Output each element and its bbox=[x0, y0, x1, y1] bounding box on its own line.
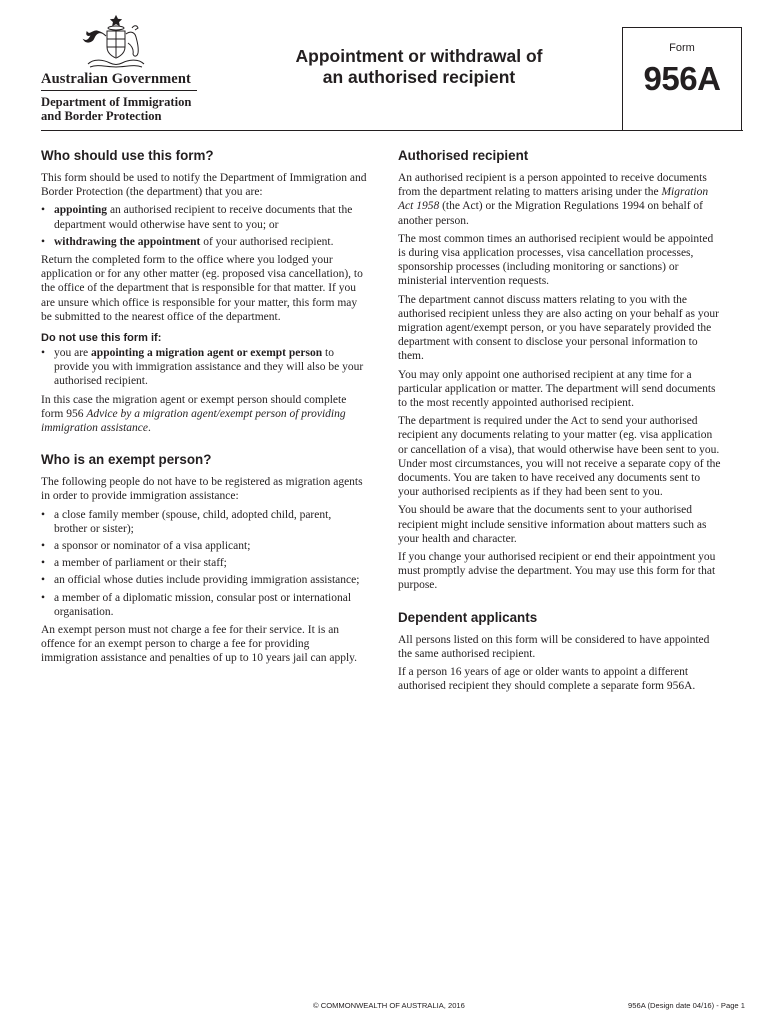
discussion-text: The department cannot discuss matters relating to you with the authorised recipient unless they are also acting on your behalf as your migration agent/exempt person, or you have separately provided the department with consent to disclose your personal information to them. bbox=[398, 293, 719, 363]
list-item bbox=[41, 346, 367, 389]
government-name: Australian Government bbox=[41, 71, 191, 87]
department-name bbox=[41, 95, 191, 123]
in-case-text: In this case the migration agent or exempt person should complete form 956 bbox=[41, 393, 347, 420]
purpose-list bbox=[41, 203, 367, 249]
documents-sent-text: The department is required under the Act to send your authorised recipient any documents relating to your matter (eg. visa application or cancellation of a visa), that would otherwise have been sent to you. Under most circumstances, you will not receive a separate copy of the documents. You are taken to have received any documents sent to your authorised recipients as if they had been sent to you. bbox=[398, 415, 721, 499]
list-item-text: an authorised recipient to receive documents that the department would otherwise have sent to you; or bbox=[54, 204, 353, 231]
definition-text-end: (the Act) or the Migration Regulations 1994 on behalf of another person. bbox=[398, 200, 704, 227]
header-divider bbox=[41, 130, 743, 131]
exempt-person-heading: Who is an exempt person? bbox=[41, 452, 212, 468]
who-should-use-heading: Who should use this form? bbox=[41, 148, 214, 163]
do-not-use-list bbox=[41, 346, 367, 389]
exempt-fee-text: An exempt person must not charge a fee for their service. It is an offence for an exempt person to charge a fee for providing immigration assistance and penalties of up to 10 years jail can apply. bbox=[41, 624, 358, 665]
form-number: 956A bbox=[643, 60, 721, 97]
list-item-text: to provide you with immigration assistance and they will also be your authorised recipient. bbox=[54, 347, 364, 388]
authorised-recipient-heading: Authorised recipient bbox=[398, 148, 529, 163]
list-item bbox=[41, 235, 367, 249]
form-number-box bbox=[622, 27, 742, 131]
list-item: • an official whose duties include providing immigration assistance; bbox=[41, 573, 367, 587]
list-item-text: you are bbox=[54, 347, 92, 360]
change-recipient-text: If you change your authorised recipient or end their appointment you must promptly advise the department. You may use this form for that purpose. bbox=[398, 551, 716, 592]
dependent-applicants-heading: Dependent applicants bbox=[398, 609, 538, 625]
left-column bbox=[41, 147, 367, 670]
common-times-text: The most common times an authorised recipient would be appointed is during visa application processes, visa cancellation processes, sponsorship processes (including monitoring or sanctions) or ministerial intervention requests. bbox=[398, 232, 714, 288]
exempt-intro-text: The following people do not have to be registered as migration agents in order to provide immigration assistance: bbox=[41, 476, 363, 503]
department-name-line-2: and Border Protection bbox=[41, 109, 162, 123]
coat-of-arms-icon bbox=[80, 14, 152, 72]
separate-form-text: If a person 16 years of age or older wants to appoint a different authorised recipient they should complete a separate form 956A. bbox=[398, 666, 696, 693]
form-title bbox=[254, 46, 584, 88]
list-item-bold: withdrawing the appointment bbox=[54, 235, 201, 248]
sensitive-info-text: You should be aware that the documents sent to your authorised recipient might include sensitive information about matters such as your health and character. bbox=[398, 504, 707, 545]
list-item: • a close family member (spouse, child, adopted child, parent, brother or sister); bbox=[41, 508, 367, 536]
in-this-case-text bbox=[41, 393, 367, 436]
form-956-title: Advice by a migration agent/exempt person of providing immigration assistance bbox=[41, 407, 346, 435]
in-case-end: . bbox=[148, 422, 151, 435]
list-item-bold: appointing a migration agent or exempt person bbox=[91, 347, 323, 360]
list-item: • a sponsor or nominator of a visa applicant; bbox=[41, 539, 367, 553]
who-intro-text: This form should be used to notify the Department of Immigration and Border Protection (the department) that you are: bbox=[41, 172, 367, 199]
definition-text: An authorised recipient is a person appointed to receive documents from the department relating to matters arising under the bbox=[398, 172, 707, 199]
list-item-text: of your authorised recipient. bbox=[200, 235, 334, 248]
exempt-list bbox=[41, 508, 367, 619]
migration-act-title: Migration Act 1958 bbox=[398, 186, 709, 213]
one-recipient-text: You may only appoint one authorised recipient at any time for a particular application or matter. The department will send documents to the most recently appointed authorised recipient. bbox=[398, 368, 716, 410]
department-name-line-1: Department of Immigration bbox=[41, 95, 192, 109]
page-info: 956A (Design date 04/16) - Page 1 bbox=[628, 1001, 745, 1010]
form-title-line-2: an authorised recipient bbox=[322, 67, 516, 87]
list-item: • a member of a diplomatic mission, consular post or international organisation. bbox=[41, 591, 367, 619]
authorised-recipient-definition bbox=[398, 171, 722, 228]
list-item-bold: appointing bbox=[54, 204, 108, 217]
dependent-applicants-text: All persons listed on this form will be considered to have appointed the same authorised recipient. bbox=[398, 633, 710, 660]
form-title-line-1: Appointment or withdrawal of bbox=[295, 46, 543, 66]
list-item bbox=[41, 203, 367, 231]
copyright-notice: © COMMONWEALTH OF AUSTRALIA, 2016 bbox=[313, 1001, 465, 1010]
return-instructions: Return the completed form to the office where you lodged your application or for any other matter (eg. proposed visa cancellation), to the office of the department that is responsible for that matter. If you are unsure which office is responsible for your matter, this form may be submitted to the nearest office of the department. bbox=[41, 254, 363, 323]
government-name-divider bbox=[41, 90, 197, 91]
right-column bbox=[398, 147, 722, 698]
list-item: • a member of parliament or their staff; bbox=[41, 556, 367, 570]
do-not-use-heading: Do not use this form if: bbox=[41, 332, 162, 345]
form-label: Form bbox=[669, 42, 695, 54]
